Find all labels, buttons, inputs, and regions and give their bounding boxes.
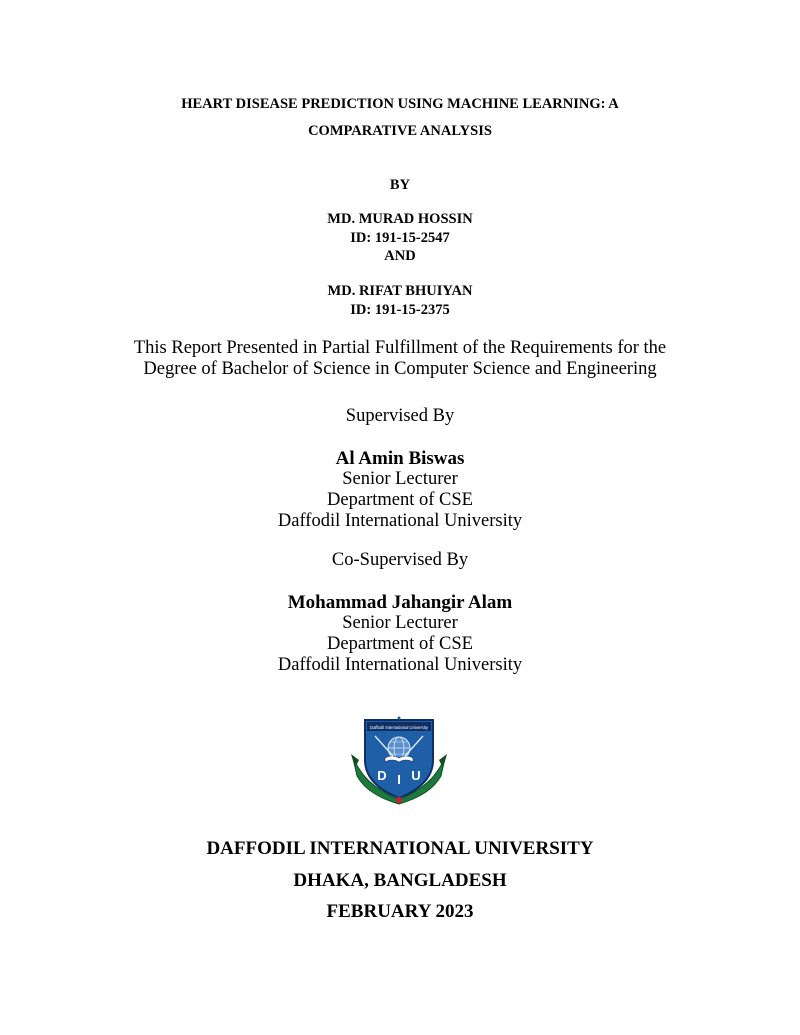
crest-letter-d: D: [377, 768, 387, 783]
crest-banner-text: Daffodil International University: [370, 724, 428, 730]
co-supervised-by-heading: Co-Supervised By: [331, 550, 469, 570]
co-supervisor-department: Department of CSE: [327, 634, 473, 654]
supervisor-designation: Senior Lecturer: [342, 469, 458, 489]
purpose-line-1: This Report Presented in Partial Fulfillment of the Requirements for the: [133, 338, 667, 358]
footer-university: DAFFODIL INTERNATIONAL UNIVERSITY: [206, 838, 594, 859]
crest-letter-i: I: [397, 772, 401, 787]
and-label: AND: [384, 248, 416, 264]
author-1-id: ID: 191-15-2547: [350, 230, 450, 246]
purpose-line-2: Degree of Bachelor of Science in Computer Science and Engineering: [143, 359, 657, 379]
supervisor-department: Department of CSE: [327, 490, 473, 510]
author-2-name: MD. RIFAT BHUIYAN: [327, 283, 473, 299]
supervisor-university: Daffodil International University: [277, 511, 523, 531]
supervisor-name: Al Amin Biswas: [335, 448, 465, 469]
supervised-by-heading: Supervised By: [345, 406, 455, 426]
co-supervisor-university: Daffodil International University: [277, 655, 523, 675]
thesis-title-line-2: COMPARATIVE ANALYSIS: [308, 123, 492, 139]
thesis-title-line-1: HEART DISEASE PREDICTION USING MACHINE LEARNING: A: [181, 96, 619, 112]
crest-letter-u: U: [411, 768, 421, 783]
footer-location: DHAKA, BANGLADESH: [293, 870, 507, 891]
by-label: BY: [389, 177, 411, 193]
co-supervisor-designation: Senior Lecturer: [342, 613, 458, 633]
university-crest-icon: [349, 714, 449, 806]
author-2-id: ID: 191-15-2375: [350, 302, 450, 318]
footer-date: FEBRUARY 2023: [326, 901, 474, 922]
author-1-name: MD. MURAD HOSSIN: [327, 211, 473, 227]
co-supervisor-name: Mohammad Jahangir Alam: [287, 592, 513, 613]
